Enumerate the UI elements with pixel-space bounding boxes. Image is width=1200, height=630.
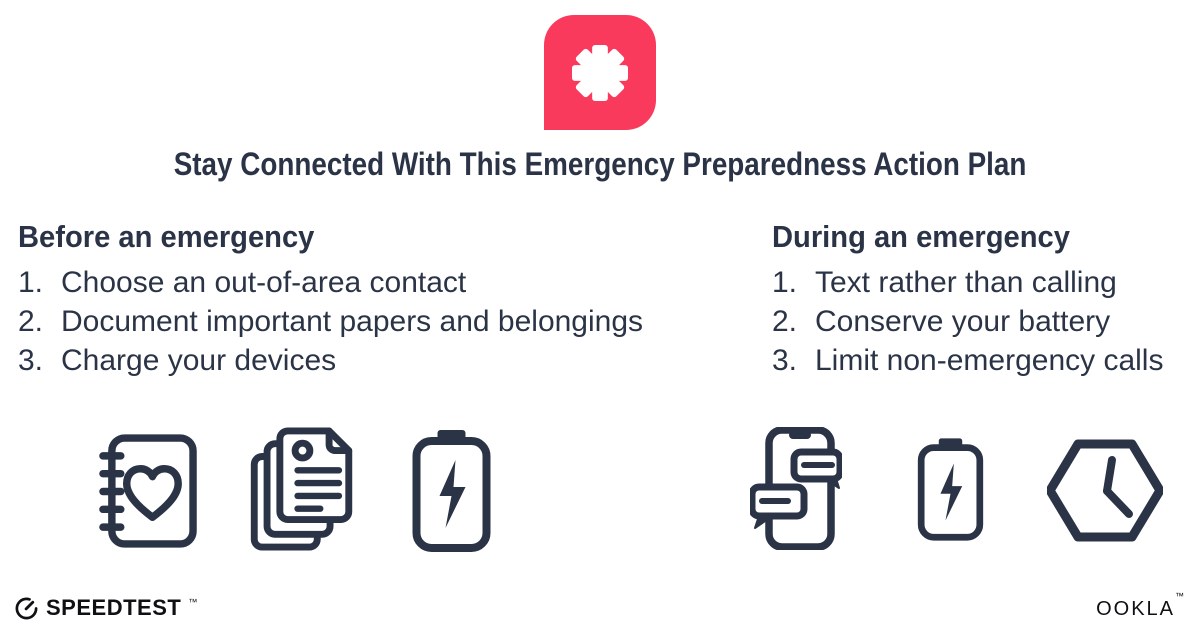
list-item-text: Charge your devices xyxy=(61,344,337,377)
list-item xyxy=(18,341,643,380)
emergency-badge xyxy=(544,15,656,130)
during-list xyxy=(772,263,1163,380)
ookla-logo xyxy=(1096,591,1184,621)
list-item-text: Document important papers and belongings xyxy=(61,305,644,338)
phone-messages-icon xyxy=(750,427,842,550)
before-list xyxy=(18,263,643,380)
contacts-notebook-icon xyxy=(98,433,197,549)
list-item-number: 1. xyxy=(18,266,44,299)
ookla-wordmark: OOKLA xyxy=(1096,598,1175,620)
list-item-number: 3. xyxy=(18,344,44,377)
speedtest-wordmark: SPEEDTEST xyxy=(46,595,182,620)
list-item xyxy=(18,302,643,341)
battery-charge-icon xyxy=(409,430,494,552)
before-heading: Before an emergency xyxy=(18,219,315,254)
list-item-number: 3. xyxy=(772,344,798,377)
speedtest-gauge-icon xyxy=(14,596,39,621)
page-title xyxy=(0,146,1200,182)
list-item-number: 2. xyxy=(18,305,44,338)
during-heading: During an emergency xyxy=(772,219,1070,254)
list-item xyxy=(772,263,1163,302)
before-section xyxy=(18,218,643,380)
ookla-trademark: ™ xyxy=(1175,591,1184,601)
list-item xyxy=(18,263,643,302)
list-item-text: Text rather than calling xyxy=(815,266,1117,299)
clock-hexagon-icon xyxy=(1047,438,1163,543)
list-item-text: Conserve your battery xyxy=(815,305,1111,338)
list-item-text: Choose an out-of-area contact xyxy=(61,266,467,299)
list-item xyxy=(772,302,1163,341)
documents-icon xyxy=(248,425,357,553)
list-item xyxy=(772,341,1163,380)
battery-charge-icon xyxy=(917,431,984,548)
list-item-number: 2. xyxy=(772,305,798,338)
list-item-number: 1. xyxy=(772,266,798,299)
speedtest-trademark: ™ xyxy=(188,597,198,607)
during-section xyxy=(772,218,1163,380)
speedtest-logo xyxy=(14,595,197,621)
page-title-text: Stay Connected With This Emergency Preparedness Action Plan xyxy=(173,146,1027,182)
asterisk-icon xyxy=(572,45,628,101)
list-item-text: Limit non-emergency calls xyxy=(815,344,1164,377)
